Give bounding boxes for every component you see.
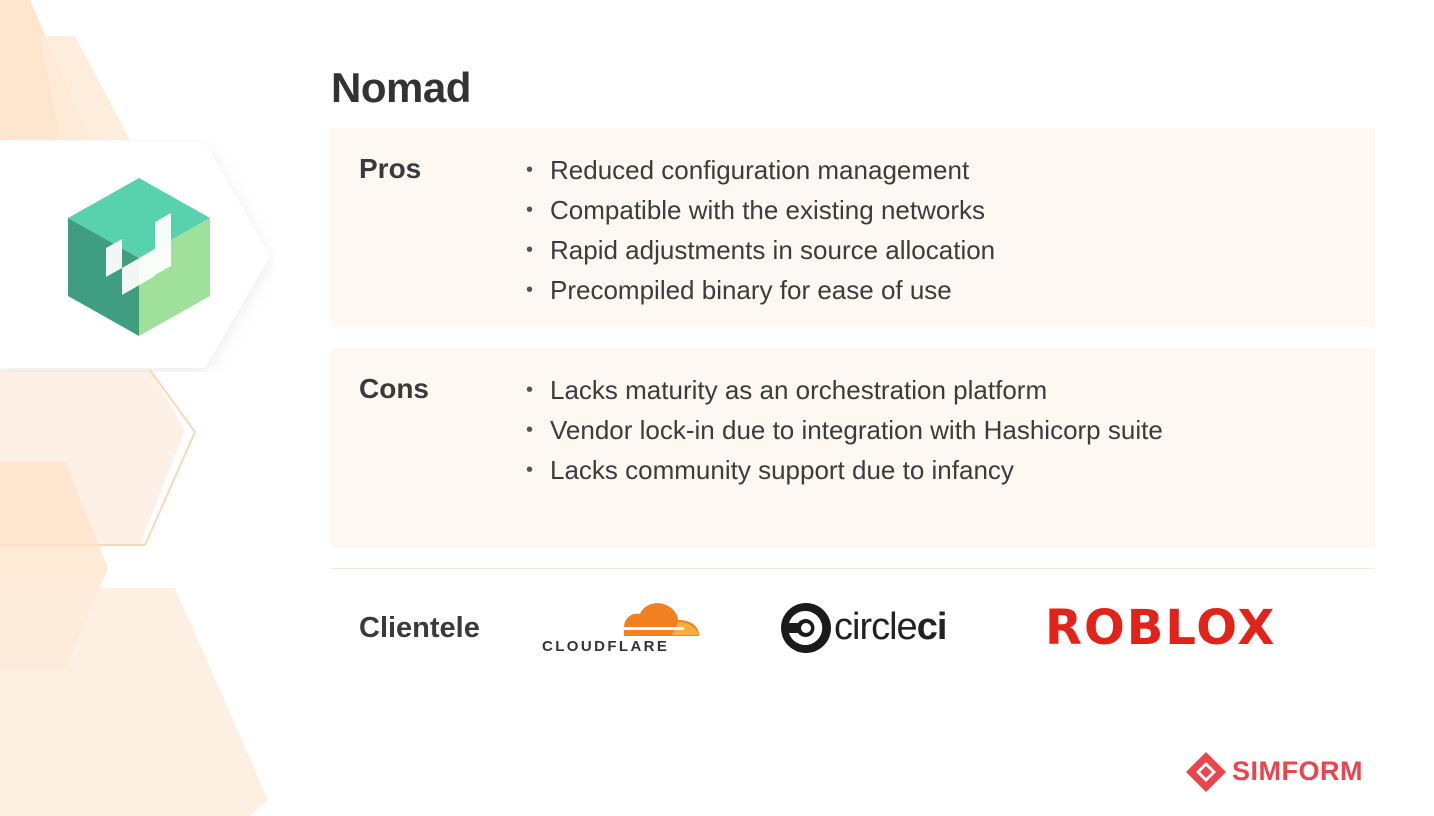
section-divider bbox=[330, 568, 1375, 569]
pros-item: • Precompiled binary for ease of use bbox=[526, 270, 995, 310]
pros-item: • Compatible with the existing networks bbox=[526, 190, 995, 230]
circleci-wordmark bbox=[834, 606, 946, 649]
circleci-logo bbox=[780, 600, 980, 656]
roblox-wordmark: ROBLOX bbox=[1045, 600, 1277, 650]
cons-list bbox=[526, 370, 1163, 490]
cons-item: • Lacks community support due to infancy bbox=[526, 450, 1163, 490]
pros-item: • Rapid adjustments in source allocation bbox=[526, 230, 995, 270]
simform-wordmark: SIMFORM bbox=[1232, 756, 1363, 786]
simform-logo-icon bbox=[1186, 752, 1226, 792]
pros-item: • Reduced configuration management bbox=[526, 150, 995, 190]
pros-panel bbox=[330, 128, 1375, 327]
circleci-wordmark-ci: ci bbox=[916, 606, 947, 648]
cons-label: Cons bbox=[359, 373, 429, 404]
cloudflare-wordmark: CLOUDFLARE bbox=[542, 638, 670, 655]
cons-panel bbox=[330, 348, 1375, 548]
slide-title: Nomad bbox=[331, 64, 471, 111]
cons-item: • Vendor lock-in due to integration with Hashicorp suite bbox=[526, 410, 1163, 450]
clientele-label: Clientele bbox=[359, 612, 480, 644]
cons-item: • Lacks maturity as an orchestration platform bbox=[526, 370, 1163, 410]
cloudflare-cloud-icon bbox=[542, 600, 704, 640]
pros-list bbox=[526, 150, 995, 310]
roblox-logo bbox=[1045, 600, 1311, 650]
cloudflare-logo bbox=[542, 600, 704, 658]
simform-logo bbox=[1186, 750, 1386, 792]
nomad-logo-icon bbox=[68, 178, 210, 336]
circleci-icon bbox=[780, 602, 832, 654]
pros-label: Pros bbox=[359, 153, 422, 184]
circleci-wordmark-circle: circle bbox=[834, 606, 917, 648]
